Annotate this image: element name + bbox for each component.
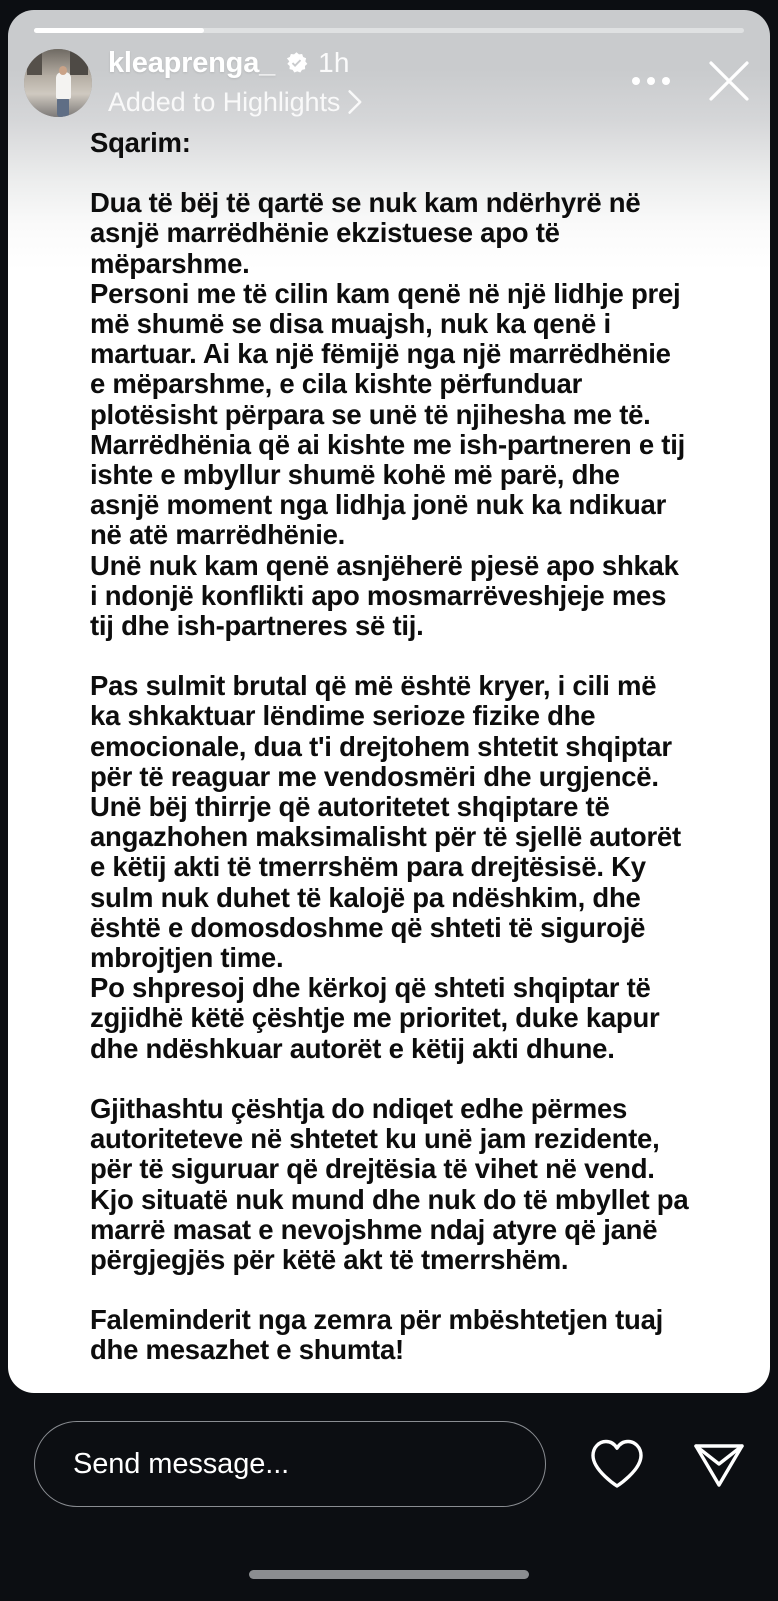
avatar[interactable] [24,49,92,117]
story-paragraph: Faleminderit nga zemra për mbështetjen tuaj dhe mesazhet e shumta! [90,1304,664,1366]
story-card[interactable] [8,10,770,1393]
added-to-highlights-row[interactable] [108,87,632,118]
header-text-group [108,46,632,118]
header-actions [632,58,752,108]
verified-badge-icon [284,51,309,76]
more-options-icon[interactable] [632,77,670,85]
more-dot-2 [647,77,655,85]
username-label[interactable]: kleaprenga_ [108,46,276,79]
close-icon[interactable] [706,58,752,104]
avatar-person-body [56,72,71,99]
avatar-person-legs [57,97,69,117]
story-action-buttons [588,1421,748,1507]
story-paragraph: Pas sulmit brutal që më është kryer, i cili më ka shkaktuar lëndime serioze fizike dhe emocionale, dua t'i drejtohem shtetit shqiptar për të reaguar me vendosmëri dhe urgjencë. Unë bëj thirrje që autoritetet shqiptare të angazhohen maksimalisht për të sjellë autorët e këtij akti të tmerrshëm para drejtësisë. Ky sulm nuk duhet të kalojë pa ndëshkim, dhe është e domosdoshme që shteti të sigurojë mbrojtjen time. [90,670,681,974]
story-progress-fill [34,28,204,33]
heart-icon[interactable] [588,1437,646,1491]
story-header [8,40,770,126]
paper-plane-icon[interactable] [690,1437,748,1491]
avatar-person-head [59,66,67,75]
story-paragraph: Po shpresoj dhe kërkoj që shteti shqiptar të zgjidhë këtë çështje me prioritet, duke kapur dhe ndëshkuar autorët e këtij akti dhune. [90,972,660,1064]
chevron-right-icon [347,89,364,115]
send-message-input[interactable] [34,1421,546,1507]
story-progress-track [34,28,744,33]
story-paragraph: Dua të bëj të qartë se nuk kam ndërhyrë në asnjë marrëdhënie ekzistuese apo të mëparshme. [90,187,641,279]
username-row [108,46,632,79]
story-text-body [90,128,690,1366]
added-to-highlights-label: Added to Highlights [108,86,341,117]
more-dot-1 [632,77,640,85]
more-dot-3 [662,77,670,85]
story-paragraph: Unë nuk kam qenë asnjëherë pjesë apo shkak i ndonjë konflikti apo mosmarrëveshjeje mes tij dhe ish-partneres së tij. [90,549,679,642]
story-paragraph: Marrëdhënia që ai kishte me ish-partneren e tij ishte e mbyllur shumë kohë më parë, dhe asnjë moment nga lidhja jonë nuk ka ndikuar në atë marrëdhënie. [90,428,685,551]
story-paragraph: Gjithashtu çështja do ndiqet edhe përmes autoriteteve në shtetet ku unë jam rezidente, për të siguruar që drejtësia të vihet në vend. Kjo situatë nuk mund dhe nuk do të mbyllet pa marrë masat e nevojshme ndaj atyre që janë përgjegjës për këtë akt të tmerrshëm. [90,1092,689,1275]
story-timestamp: 1h [318,47,350,78]
home-indicator [249,1570,529,1579]
story-paragraph: Personi me të cilin kam qenë në një lidhje prej më shumë se disa muajsh, nuk ka qenë i martuar. Ai ka një fëmijë nga një marrëdhënie e mëparshme, e cila kishte përfunduar plotësisht përpara se unë të njihesha me të. [90,277,681,430]
story-paragraph: Sqarim: [90,127,191,158]
send-message-placeholder: Send message... [73,1447,290,1480]
